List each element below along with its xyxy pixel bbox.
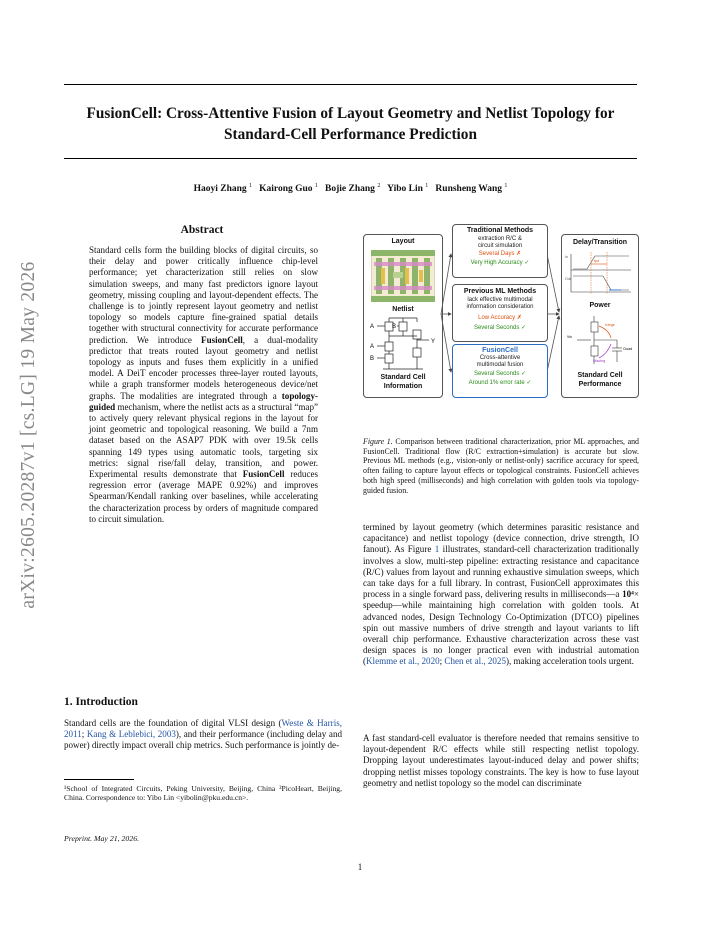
fusioncell-desc: Cross-attentive multimodal fusion — [476, 355, 524, 369]
citation-link[interactable]: Weste & Harris, 2011 — [64, 718, 342, 740]
layout-image — [371, 250, 435, 302]
svg-text:Vin: Vin — [567, 335, 572, 339]
title-bottom-rule — [64, 158, 637, 159]
author-list — [64, 183, 637, 194]
figure-1 — [363, 222, 639, 428]
traditional-speed: Several Days ✗ — [478, 251, 522, 257]
title-line-2: Standard-Cell Performance Prediction — [224, 126, 477, 143]
author: Haoyi Zhang $^1$ — [193, 183, 253, 195]
power-circuit — [567, 314, 633, 368]
abstract-heading: Abstract — [180, 224, 224, 236]
svg-text:Idischrg: Idischrg — [593, 359, 606, 363]
svg-text:Ichrge: Ichrge — [605, 323, 615, 327]
arxiv-text: arXiv:2605.20287v1 [cs.LG] 19 May 2026 — [18, 261, 39, 609]
title-top-rule — [64, 84, 637, 85]
preprint-note: Preprint. May 21, 2026. — [64, 834, 140, 843]
svg-text:Cload: Cload — [623, 347, 633, 351]
arxiv-identifier — [14, 255, 44, 615]
delay-transition-title: Delay/Transition — [572, 239, 628, 246]
std-cell-perf-label: Standard Cell Performance — [577, 372, 623, 388]
svg-text:Out: Out — [565, 277, 571, 281]
paper-title — [64, 103, 637, 145]
citation-link[interactable]: Chen et al., 2025 — [444, 656, 506, 667]
power-title: Power — [589, 302, 611, 309]
pin-label: Y — [431, 339, 436, 345]
figure-caption: Figure 1. Comparison between traditional characterization, prior ML approaches, and FusionCell. Traditional flow (R/C extraction+simulation) is accurate but slow. Previous ML methods (e.g., vision-only or netlist-only) sacrifice accuracy for speed, often failing to capture layout effects or topological constraints. FusionCell achieves both high speed (milliseconds) and high correlation with golden tools via topology-guided fusion. — [363, 437, 639, 495]
page-number: 1 — [357, 862, 363, 872]
citation-link[interactable]: Klemme et al., 2020 — [366, 656, 440, 667]
section-heading-introduction: 1. Introduction — [64, 696, 138, 708]
pin-label: B — [392, 324, 397, 330]
author: Yibo Lin $^1$ — [387, 183, 429, 195]
netlist-schematic — [369, 316, 439, 372]
fusioncell-title: FusionCell — [482, 347, 518, 354]
pin-label: A — [370, 344, 375, 350]
figure-reference-link[interactable]: 1 — [434, 544, 440, 555]
netlist-label: Netlist — [392, 306, 414, 313]
delay-waveform — [565, 250, 635, 296]
author: Runsheng Wang $^1$ — [435, 183, 508, 195]
body-paragraph: termined by layout geometry (which determines parasitic resistance and capacitance) and netlist topology (device connection, drive strength, IO fanout). As Figure 1 illustrates, standard-cell characterization traditionally involves a slow, multi-step pipeline: extracting resistance and capacitance (R/C) values from layout and running exhaustive simulation sweeps, which can take days for a full library. In contrast, FusionCell approximates this process in a single forward pass, delivering results in milliseconds—a 10⁴× speedup—while maintaining high correlation with golden tools. At advanced nodes, Design Technology Co-Optimization (DTCO) pipelines spin out massive numbers of drive strength and layout variants to lift overall chip performance. Exhaustive characterization across these vast design spaces is no longer practical even with industrial automation (Klemme et al., 2020; Chen et al., 2025), making acceleration tools urgent. — [363, 522, 639, 667]
pin-label: B — [370, 356, 375, 362]
title-line-1: FusionCell: Cross-Attentive Fusion of Layout Geometry and Netlist Topology for — [86, 105, 615, 122]
layout-label: Layout — [391, 238, 415, 245]
author: Kairong Guo $^1$ — [259, 183, 318, 195]
abstract-body: Standard cells form the building blocks of digital circuits, so their delay and power critically influence chip-level performance; yet characterization still relies on slow simulation sweeps, and many fast predictors ignore layout geometry, missing coupling and layout-dependent effects. The challenge is to jointly represent layout geometry and netlist topology so models capture fine-grained spatial details together with structural connectivity for accurate performance prediction. We introduce FusionCell, a dual-modality predictor that treats routed layout geometry and netlist topology as inputs and fuses them explicitly in a unified model. A DeiT encoder processes three-layer routed layouts, while a graph transformer models heterogeneous device/net graphs. The modalities are integrated through a topology-guided mechanism, where the netlist acts as a structural “map” to actively query relevant physical regions in the layout for joint geometric and topological reasoning. We build a 7nm dataset based on the ASAP7 PDK with over 19.5k cells spanning 149 types using automatic tools, targeting six metrics: signal rise/fall delay, transition, and power. Experimental results demonstrate that FusionCell reduces regression error (average MAPE 0.92%) and improves Spearman/Kendall ranking over baselines, while accelerating the characterization process by orders of magnitude compared to circuit simulation. — [89, 245, 318, 524]
intro-paragraph: Standard cells are the foundation of digital VLSI design (Weste & Harris, 2011; Kang & Leblebici, 2003), and their performance (including delay and power) directly impact overall chip metrics. Such performance is jointly de- — [64, 718, 342, 751]
traditional-accuracy: Very High Accuracy ✓ — [470, 260, 530, 266]
footnote-rule — [64, 779, 134, 780]
previous-ml-desc: lack effective multimodal information consideration — [466, 297, 534, 311]
traditional-desc: extraction R/C & circuit simulation — [477, 236, 523, 250]
pin-label: A — [370, 324, 375, 330]
citation-link[interactable]: Kang & Leblebici, 2003 — [86, 729, 176, 740]
svg-text:tpd: tpd — [594, 259, 599, 263]
author: Bojie Zhang $^2$ — [325, 183, 381, 195]
std-cell-info-label: Standard Cell Information — [380, 374, 426, 390]
fusioncell-accuracy: Around 1% error rate ✓ — [468, 380, 532, 386]
fusioncell-speed: Several Seconds ✓ — [473, 371, 527, 377]
affiliation-footnote: ¹School of Integrated Circuits, Peking University, Beijing, China ²PicoHeart, Beijing, China. Correspondence to: Yibo Lin <yibolin@pku.edu.cn>. — [64, 784, 342, 803]
svg-text:In: In — [565, 255, 568, 259]
previous-ml-title: Previous ML Methods — [463, 288, 537, 295]
traditional-title: Traditional Methods — [466, 227, 534, 234]
body-paragraph: A fast standard-cell evaluator is therefore needed that remains sensitive to layout-dependent R/C effects while still respecting netlist topology. Dropping layout underestimates layout-induced delay and power shifts; dropping netlist misses topology constraints. The key is how to fuse layout geometry and netlist topology so the model can discriminate — [363, 733, 639, 788]
previous-ml-speed: Several Seconds ✓ — [473, 325, 527, 331]
previous-ml-accuracy: Low Accuracy ✗ — [478, 315, 522, 321]
